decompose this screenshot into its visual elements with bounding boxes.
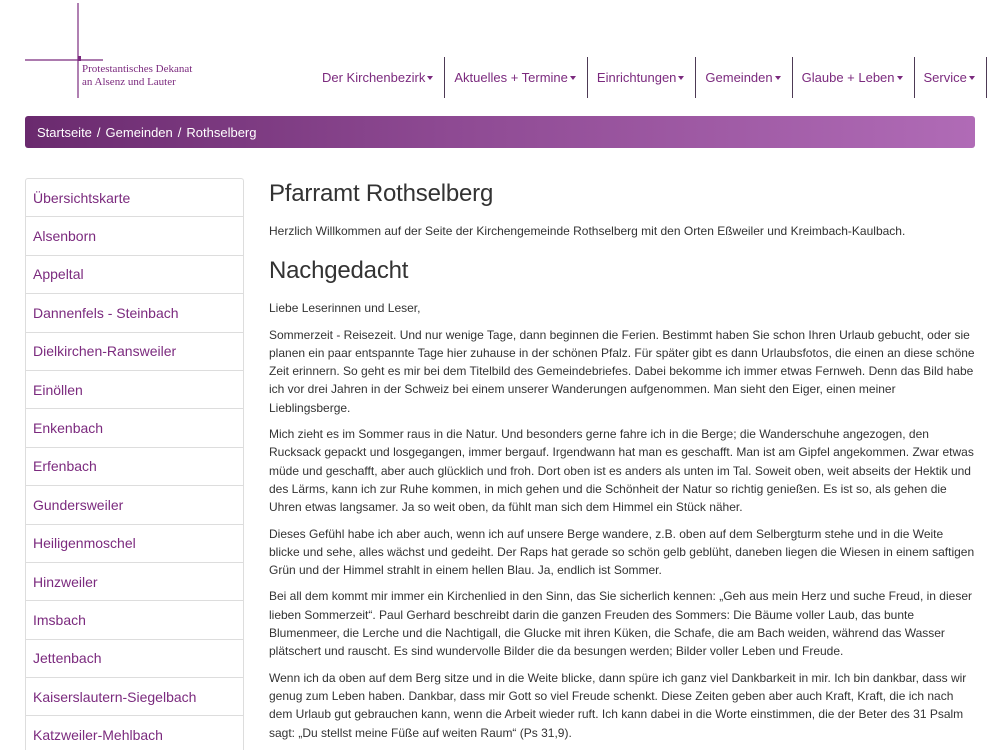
caret-down-icon: [897, 76, 903, 80]
paragraph: Sommerzeit - Reisezeit. Und nur wenige Tage, dann beginnen die Ferien. Bestimmt haben Sie schon Ihren Urlaub gebucht, oder sie planen ein paar entspannte Tage hier zuhause in der schönen Pfalz. Für später gibt es dann Urlaubsfotos, die einen an diese schöne Zeit erinnern. So geht es mir bei dem Titelbild des Gemeindebriefes. Dabei bekomme ich immer etwas Fernweh. Denn das Bild habe ich vor drei Jahren in der Schweiz bei einem unserer Wanderungen aufgenommen. Man sieht den Eiger, einen meiner Lieblingsberge.: [269, 327, 975, 415]
caret-down-icon: [775, 76, 781, 80]
paragraph: Dieses Gefühl habe ich aber auch, wenn ich auf unsere Berge wandere, z.B. oben auf dem Selbergturm stehe und in die Weite blicke und sehe, alles wächst und gedeiht. Der Raps hat gerade so schön gelb geblüht, daneben liegen die Wiesen in einem saftigen Grün und der Himmel strahlt in einem hellen Blau. Ja, endlich ist Sommer.: [269, 526, 975, 578]
caret-down-icon: [427, 76, 433, 80]
sidebar-item-jettenbach[interactable]: Jettenbach: [25, 639, 244, 677]
sidebar-item-uebersichtskarte[interactable]: Übersichtskarte: [25, 178, 244, 216]
nav-label: Service: [923, 70, 967, 85]
intro-text: Herzlich Willkommen auf der Seite der Kirchengemeinde Rothselberg mit den Orten Eßweiler und Kreimbach-Kaulbach.: [269, 224, 906, 238]
paragraph: Bei all dem kommt mir immer ein Kirchenlied in den Sinn, das Sie sicherlich kennen: „Geh aus mein Herz und suche Freud, in dieser lieben Sommerzeit“. Paul Gerhard beschreibt darin die ganzen Freuden des Sommers: Die Bäume voller Laub, das bunte Blumenmeer, die Lerche und die Nachtigall, die Glucke mit ihren Küken, die Schafe, die am Bach weiden, während das Wasser plätschert und rauscht. Es sind wundervolle Bilder die da besungen werden; Bilder voller Leben und Freude.: [269, 589, 972, 659]
sidebar-item-katzweiler-mehlbach[interactable]: Katzweiler-Mehlbach: [25, 715, 244, 750]
sidebar-item-hinzweiler[interactable]: Hinzweiler: [25, 562, 244, 600]
logo[interactable]: [25, 0, 225, 100]
sidebar-item-dielkirchen-ransweiler[interactable]: Dielkirchen-Ransweiler: [25, 332, 244, 370]
sidebar-item-imsbach[interactable]: Imsbach: [25, 600, 244, 638]
sidebar-item-einoellen[interactable]: Einöllen: [25, 370, 244, 408]
caret-down-icon: [678, 76, 684, 80]
sidebar-item-erfenbach[interactable]: Erfenbach: [25, 447, 244, 485]
nav-label: Glaube + Leben: [801, 70, 895, 85]
nav-label: Einrichtungen: [596, 70, 677, 85]
sidebar-item-enkenbach[interactable]: Enkenbach: [25, 408, 244, 446]
nav-glaube-leben[interactable]: [793, 57, 915, 98]
nav-label: Gemeinden: [705, 70, 773, 85]
paragraph: Wenn ich da oben auf dem Berg sitze und in die Weite blicke, dann spüre ich ganz viel Dankbarkeit in mir. Ich bin dankbar, dass wir genug zum Leben haben. Dankbar, dass mir Gott so viel Freude schenkt. Diese Zeiten geben aber auch Kraft, Kraft, die ich nach dem Urlaub gut gebrauchen kann, wenn die Arbeit wieder ruft. Ich kann dabei in die Worte einstimmen, die der Beter des 31 Psalm sagt: „Du stellst meine Füße auf weiten Raum“ (Ps 31,9).: [269, 670, 967, 740]
nav-der-kirchenbezirk[interactable]: [313, 57, 445, 98]
logo-text: [82, 63, 192, 89]
breadcrumb-separator: /: [96, 124, 101, 140]
caret-down-icon: [969, 76, 975, 80]
nav-einrichtungen[interactable]: [588, 57, 697, 98]
sidebar-item-gundersweiler[interactable]: Gundersweiler: [25, 485, 244, 523]
sidebar-item-alsenborn[interactable]: Alsenborn: [25, 216, 244, 254]
section-title: Nachgedacht: [269, 257, 409, 285]
paragraph: Mich zieht es im Sommer raus in die Natur. Und besonders gerne fahre ich in die Berge; die Wanderschuhe angezogen, den Rucksack gepackt und losgegangen, immer bergauf. Irgendwann hat man es geschafft. Man ist am Gipfel angekommen. Zwar etwas müde und geschafft, aber auch glücklich und froh. Dort oben ist es anders als unten im Tal. Soweit oben, weit abseits der Hektik und des Lärms, kann ich zur Ruhe kommen, in mich gehen und die Schönheit der Natur so richtig genießen. Es ist so, als gehen die Uhren etwas langsamer. Ja so weit oben, da fühlt man sich dem Himmel ein Stück näher.: [269, 427, 974, 515]
page-title: Pfarramt Rothselberg: [269, 180, 494, 207]
nav-service[interactable]: [915, 57, 987, 98]
logo-line-2: an Alsenz und Lauter: [82, 76, 176, 88]
sidebar-item-kaiserslautern-siegelbach[interactable]: Kaiserslautern-Siegelbach: [25, 677, 244, 715]
main-nav: [313, 57, 987, 98]
sidebar-item-heiligenmoschel[interactable]: Heiligenmoschel: [25, 524, 244, 562]
main-content: [269, 180, 975, 750]
breadcrumb-startseite[interactable]: Startseite: [37, 124, 92, 140]
breadcrumb: [25, 116, 975, 148]
sidebar-item-appeltal[interactable]: Appeltal: [25, 255, 244, 293]
nav-aktuelles-termine[interactable]: [445, 57, 588, 98]
nav-gemeinden[interactable]: [696, 57, 792, 98]
breadcrumb-separator: /: [177, 124, 182, 140]
breadcrumb-current: Rothselberg: [186, 124, 257, 140]
sidebar-item-dannenfels-steinbach[interactable]: Dannenfels - Steinbach: [25, 293, 244, 331]
nav-label: Der Kirchenbezirk: [322, 70, 426, 85]
caret-down-icon: [570, 76, 576, 80]
logo-line-1: Protestantisches Dekanat: [82, 63, 193, 75]
nav-label: Aktuelles + Termine: [454, 70, 568, 85]
paragraph: Liebe Leserinnen und Leser,: [269, 301, 421, 316]
sidebar: [25, 178, 244, 750]
breadcrumb-gemeinden[interactable]: Gemeinden: [105, 124, 173, 140]
